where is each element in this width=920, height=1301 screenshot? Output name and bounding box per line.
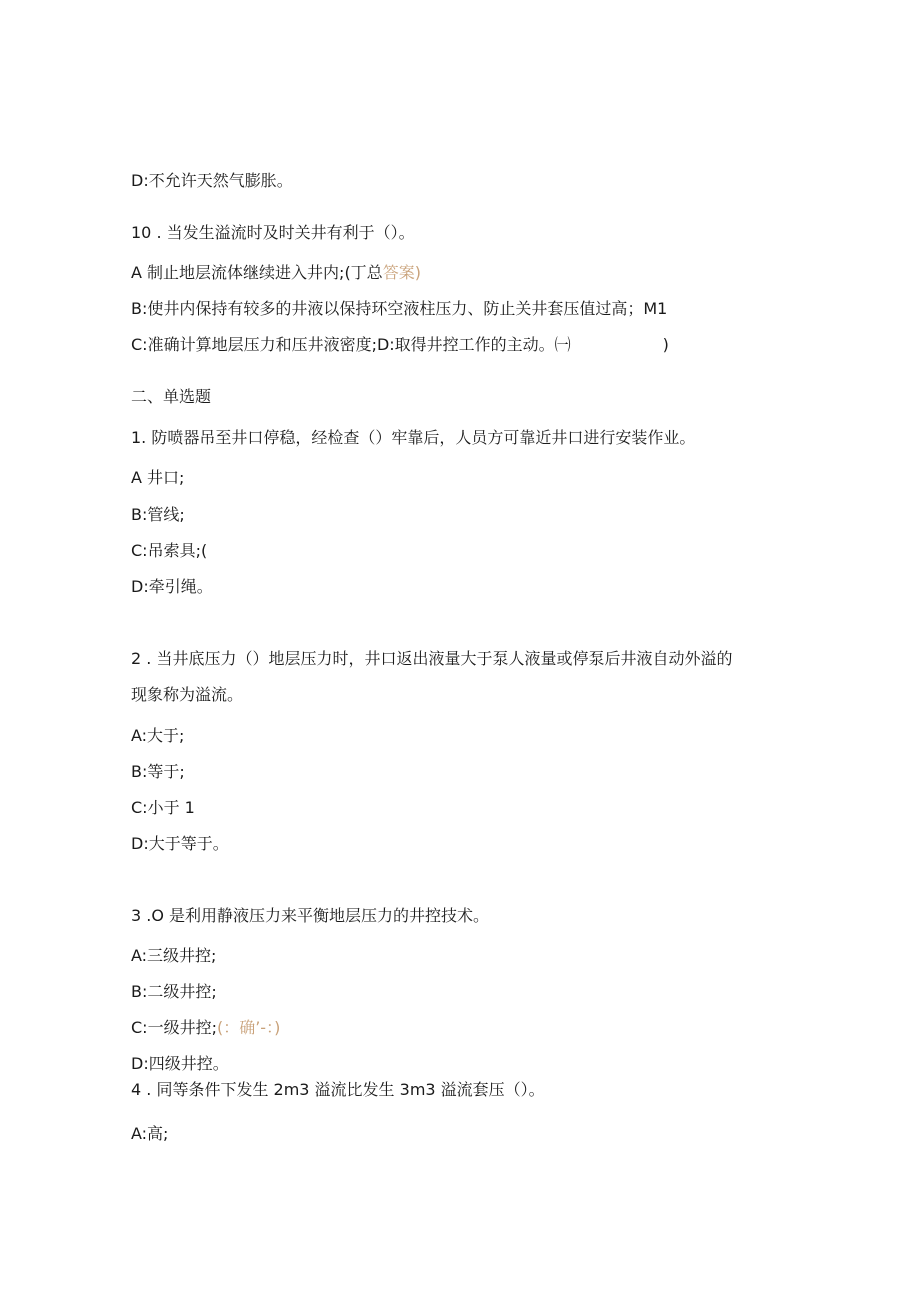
s3-option-a: A:三级井控; <box>131 946 217 965</box>
s3-option-c-text: C:一级井控; <box>131 1018 217 1037</box>
s1-stem: 1. 防喷器吊至井口停稳，经检查（）牢靠后，人员方可靠近井口进行安装作业。 <box>131 428 696 447</box>
s1-option-a: A 井口; <box>131 468 185 487</box>
s2-stem-line2: 现象称为溢流。 <box>131 685 244 704</box>
s3-option-c-hint: (：确’-：) <box>216 1018 281 1037</box>
q10-stem: 10 . 当发生溢流时及时关井有利于（）。 <box>131 223 415 242</box>
s3-stem: 3 .O 是利用静液压力来平衡地层压力的井控技术。 <box>131 906 490 925</box>
q10-option-cd <box>131 335 669 355</box>
s2-option-c: C:小于 1 <box>131 798 195 817</box>
q10-option-a-text: A 制止地层流体继续进入井内; <box>131 263 345 282</box>
s1-option-b: B:管线; <box>131 505 185 524</box>
s2-option-d: D:大于等于。 <box>131 834 229 853</box>
q10-option-cd-tail: ) <box>662 335 669 354</box>
q10-option-a-hint: 答案) <box>382 263 421 282</box>
q10-option-a-hint-prefix: (丁总 <box>344 263 383 282</box>
s2-stem-line1: 2 . 当井底压力（）地层压力时，井口返出液量大于泵人液量或停泵后井液自动外溢的 <box>131 649 733 668</box>
q9-option-d: D:不允许天然气膨胀。 <box>131 171 293 190</box>
s3-option-d: D:四级井控。 <box>131 1054 229 1073</box>
s3-option-b: B:二级井控; <box>131 982 217 1001</box>
s2-option-a: A:大于; <box>131 726 185 745</box>
s2-option-b: B:等于; <box>131 762 185 781</box>
s3-option-c <box>131 1018 280 1038</box>
s1-option-d: D:牵引绳。 <box>131 577 213 596</box>
section-title: 二、单选题 <box>131 387 212 406</box>
q10-option-b: B:使井内保持有较多的井液以保持环空液柱压力、防止关井套压值过高；M1 <box>131 299 668 318</box>
s4-option-a: A:高; <box>131 1124 169 1143</box>
s4-stem: 4 . 同等条件下发生 2m3 溢流比发生 3m3 溢流套压（）。 <box>131 1080 545 1099</box>
q10-option-a <box>131 263 421 283</box>
s1-option-c: C:吊索具;( <box>131 541 208 560</box>
q10-option-cd-text: C:准确计算地层压力和压井液密度;D:取得井控工作的主动。㈠ <box>131 335 571 354</box>
